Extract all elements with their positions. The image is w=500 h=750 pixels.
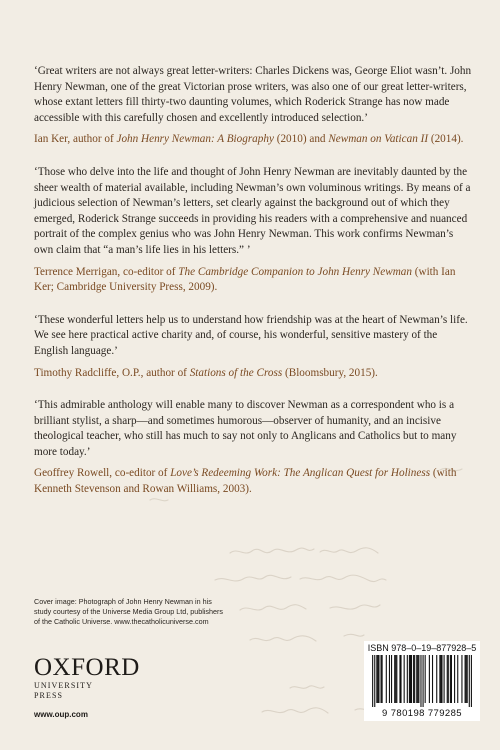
barcode-bar: [465, 655, 466, 703]
barcode-bar: [417, 655, 418, 703]
barcode-bars: [370, 655, 474, 707]
barcode-bar: [444, 655, 445, 703]
barcode-bar: [436, 655, 437, 703]
barcode-bar: [425, 655, 426, 703]
barcode-bar: [466, 655, 467, 703]
barcode-bar: [410, 655, 411, 703]
barcode-bar: [432, 655, 433, 703]
barcode-bar: [471, 655, 472, 707]
barcode-bar: [420, 655, 421, 707]
isbn-barcode: [364, 641, 480, 721]
publisher-logo: [34, 654, 140, 701]
endorsement-merrigan: [34, 165, 474, 296]
endorsement-radcliffe: [34, 313, 474, 381]
barcode-bar: [381, 655, 382, 703]
endorsement-quote: ‘This admirable anthology will enable many to discover Newman as a correspondent who is a brilliant stylist, a sharp—and sometimes humorous—observer of humanity, and an incisive theological teacher, who still has much to say not only to Anglicans and Catholics but to many more today.’: [34, 399, 457, 458]
barcode-bar: [407, 655, 408, 703]
barcode-bar: [399, 655, 400, 703]
endorsement-attribution: Ian Ker, author of John Henry Newman: A Biography (2010) and Newman on Vatican II (2014).: [34, 133, 464, 146]
barcode-bar: [391, 655, 392, 703]
barcode-bar: [441, 655, 442, 703]
barcode-bar: [457, 655, 458, 703]
barcode-bar: [418, 655, 419, 703]
barcode-bar: [372, 655, 373, 707]
endorsement-ker: [34, 64, 474, 148]
barcode-bar: [409, 655, 410, 703]
cover-image-credit: Cover image: Photograph of John Henry Newman in his study courtesy of the Universe Media Group Ltd, publishers of the Catholic Universe. www.thecatholicuniverse.com: [34, 597, 223, 627]
barcode-bar: [374, 655, 375, 707]
barcode-bar: [450, 655, 451, 703]
endorsement-attribution: Geoffrey Rowell, co-editor of Love’s Redeeming Work: The Anglican Quest for Holiness (with Kenneth Stevenson and Rowan Williams, 2003).: [34, 467, 457, 496]
barcode-bar: [461, 655, 462, 703]
barcode-bar: [411, 655, 412, 703]
barcode-bar: [400, 655, 401, 703]
publisher-name: OXFORD: [34, 654, 140, 681]
isbn-label: ISBN 978–0–19–877928–5: [367, 643, 477, 653]
barcode-bar: [454, 655, 455, 703]
barcode-bar: [377, 655, 378, 703]
barcode-bar: [394, 655, 395, 703]
barcode-bar: [440, 655, 441, 703]
barcode-bar: [448, 655, 449, 703]
endorsement-rowell: [34, 398, 474, 498]
barcode-bar: [389, 655, 390, 703]
endorsement-attribution: Timothy Radcliffe, O.P., author of Stations of the Cross (Bloomsbury, 2015).: [34, 366, 378, 379]
barcode-bar: [439, 655, 440, 703]
endorsement-quote: ‘Those who delve into the life and thought of John Henry Newman are inevitably daunted by the sheer wealth of material available, including Newman’s own voluminous writings. By means of a judicious selection of Newman’s letters, set clearly against the background out of which they emerged, Roderick Strange succeeds in providing his readers with a comprehensive and nuanced portrait of the complex genius who was John Henry Newman. This work confirms Newman’s own claim that “a man’s life lies in his letters.” ’: [34, 165, 471, 256]
barcode-bar: [416, 655, 417, 703]
barcode-bar: [378, 655, 379, 703]
barcode-bar: [404, 655, 405, 703]
barcode-bar: [395, 655, 396, 703]
barcode-bar: [413, 655, 414, 703]
barcode-bar: [451, 655, 452, 703]
barcode-bar: [429, 655, 430, 703]
barcode-bar: [386, 655, 387, 703]
publisher-url: www.oup.com: [34, 710, 88, 719]
barcode-bar: [382, 655, 383, 703]
barcode-bar: [447, 655, 448, 703]
barcode-number: 9 780198 779285: [382, 708, 462, 719]
barcode-bar: [423, 655, 424, 707]
barcode-bar: [469, 655, 470, 707]
barcode-bar: [376, 655, 377, 703]
barcode-bar: [467, 655, 468, 703]
barcode-bar: [396, 655, 397, 703]
barcode-bar: [414, 655, 415, 703]
publisher-subtitle: UNIVERSITY PRESS: [34, 681, 93, 700]
endorsements: [34, 64, 474, 515]
endorsement-quote: ‘These wonderful letters help us to understand how friendship was at the heart of Newman’s life. We see here practical active charity and, of course, his wonderful, sensitive mastery of the English language.’: [34, 313, 468, 357]
endorsement-attribution: Terrence Merrigan, co-editor of The Cambridge Companion to John Henry Newman (with Ian Ker; Cambridge University Press, 2009).: [34, 265, 456, 294]
endorsement-quote: ‘Great writers are not always great letter-writers: Charles Dickens was, George Eliot wasn’t. John Henry Newman, one of the great Victorian prose writers, was also one of our great letter-writers, whose extant letters fill thirty-two daunting volumes, which Roderick Strange has now made accessible with this carefully chosen and excellently introduced selection.’: [34, 65, 472, 124]
